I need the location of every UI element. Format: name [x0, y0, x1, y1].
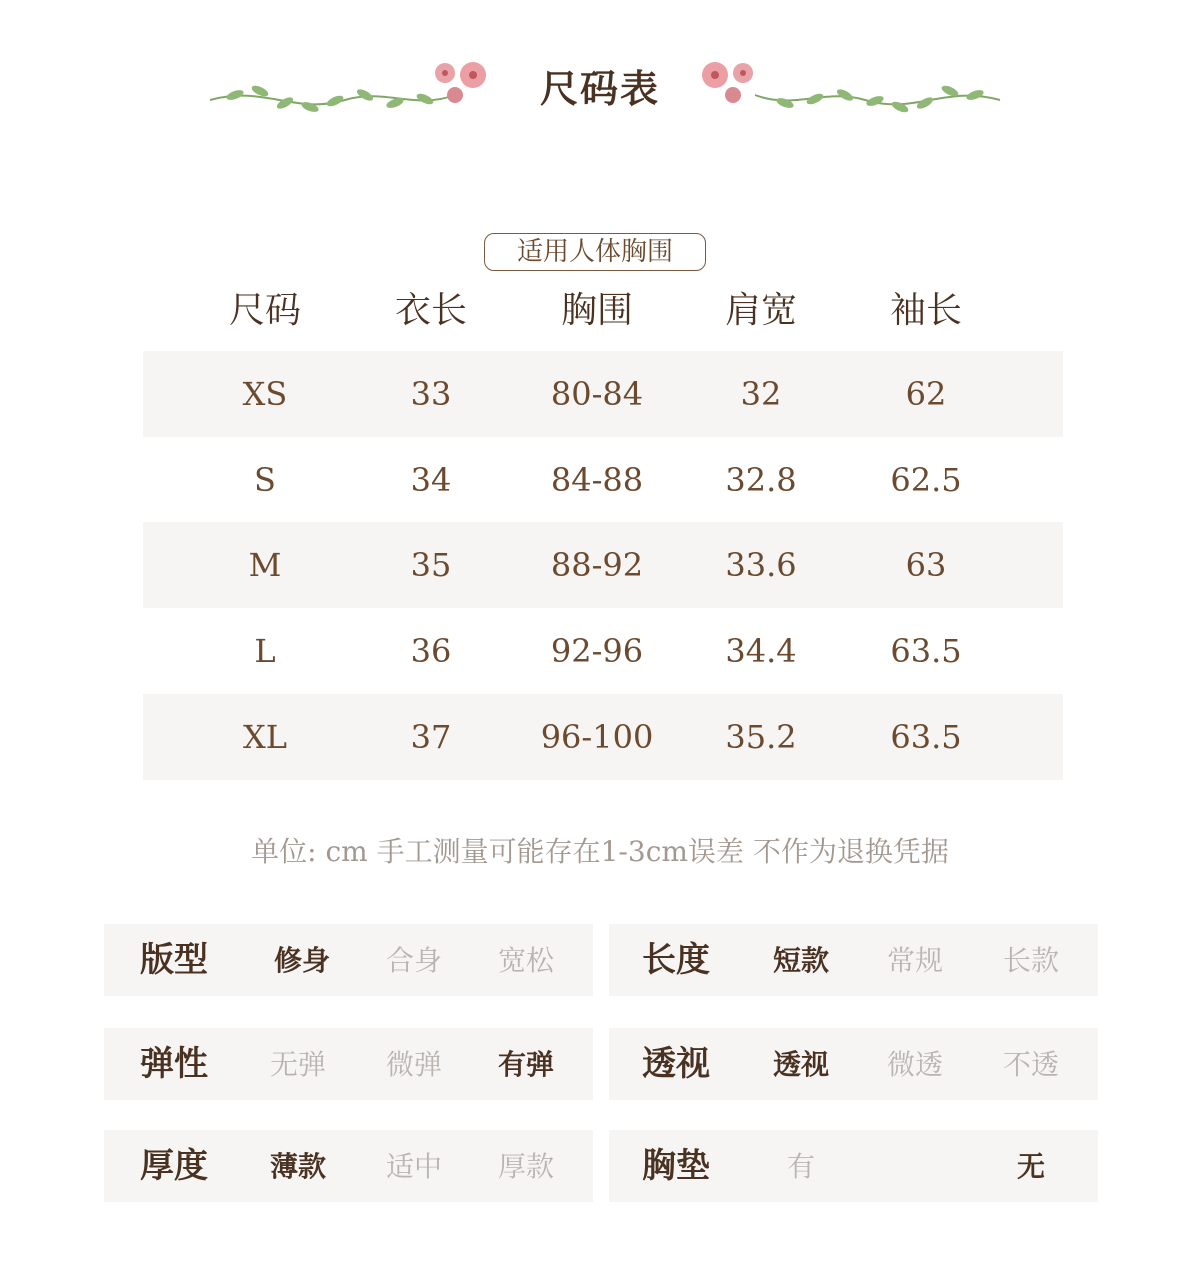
- option: 常规: [886, 944, 943, 977]
- cell-sleeve: 63.5: [890, 632, 962, 670]
- attr-label: 弹性: [140, 1044, 208, 1084]
- option: 适中: [385, 1150, 442, 1183]
- header-length: 衣长: [394, 290, 467, 331]
- cell-size: S: [254, 461, 276, 499]
- attr-label: 透视: [642, 1044, 710, 1084]
- option-selected: 有弹: [497, 1048, 554, 1081]
- cell-sleeve: 63: [905, 546, 947, 584]
- attr-label: 版型: [140, 940, 208, 980]
- option: 无弹: [269, 1048, 326, 1081]
- attr-fit: [104, 924, 593, 996]
- attr-sheerness: [609, 1028, 1098, 1100]
- option: 微弹: [385, 1048, 442, 1081]
- attr-length: [609, 924, 1098, 996]
- attr-label: 长度: [642, 940, 710, 980]
- option: 宽松: [497, 944, 554, 977]
- option-selected: 透视: [772, 1048, 829, 1081]
- table-row: [143, 694, 1063, 780]
- cell-sleeve: 62: [905, 375, 947, 413]
- cell-length: 33: [410, 375, 452, 413]
- table-row: [143, 522, 1063, 608]
- attr-label: 厚度: [140, 1146, 208, 1186]
- cell-size: M: [248, 546, 282, 584]
- option-selected: 短款: [772, 944, 829, 977]
- chest-fit-badge: 适用人体胸围: [484, 233, 706, 271]
- cell-chest: 88-92: [550, 546, 644, 584]
- cell-chest: 80-84: [550, 375, 644, 413]
- cell-chest: 84-88: [550, 461, 644, 499]
- table-row: [143, 608, 1063, 694]
- cell-size: XS: [242, 375, 288, 413]
- size-table-header: [0, 286, 1200, 336]
- option: 不透: [1002, 1048, 1059, 1081]
- attr-chest-pad: [609, 1130, 1098, 1202]
- cell-sleeve: 62.5: [890, 461, 962, 499]
- cell-length: 37: [410, 718, 452, 756]
- measurement-note: 单位: cm 手工测量可能存在1-3cm误差 不作为退换凭据: [251, 835, 949, 868]
- option-selected: 薄款: [269, 1150, 326, 1183]
- header-shoulder: 肩宽: [724, 290, 797, 331]
- table-row: [143, 437, 1063, 523]
- table-row: [143, 351, 1063, 437]
- cell-length: 34: [410, 461, 452, 499]
- page-title: 尺码表: [539, 66, 660, 111]
- option: 合身: [385, 944, 442, 977]
- option: 微透: [886, 1048, 943, 1081]
- option: 长款: [1002, 944, 1059, 977]
- cell-chest: 96-100: [540, 718, 654, 756]
- cell-size: XL: [242, 718, 288, 756]
- option-selected: 无: [1016, 1150, 1045, 1183]
- cell-sleeve: 63.5: [890, 718, 962, 756]
- option: 有: [786, 1150, 815, 1183]
- cell-length: 36: [410, 632, 452, 670]
- header-size: 尺码: [228, 290, 301, 331]
- header-sleeve: 袖长: [889, 290, 962, 331]
- option: 厚款: [497, 1150, 554, 1183]
- cell-shoulder: 32: [740, 375, 782, 413]
- cell-chest: 92-96: [550, 632, 644, 670]
- cell-length: 35: [410, 546, 452, 584]
- attr-label: 胸垫: [642, 1146, 710, 1186]
- attr-elasticity: [104, 1028, 593, 1100]
- cell-shoulder: 32.8: [725, 461, 797, 499]
- cell-size: L: [254, 632, 276, 670]
- attr-thickness: [104, 1130, 593, 1202]
- header-chest: 胸围: [560, 290, 633, 331]
- cell-shoulder: 34.4: [725, 632, 797, 670]
- cell-shoulder: 35.2: [725, 718, 797, 756]
- cell-shoulder: 33.6: [725, 546, 797, 584]
- option-selected: 修身: [273, 944, 330, 977]
